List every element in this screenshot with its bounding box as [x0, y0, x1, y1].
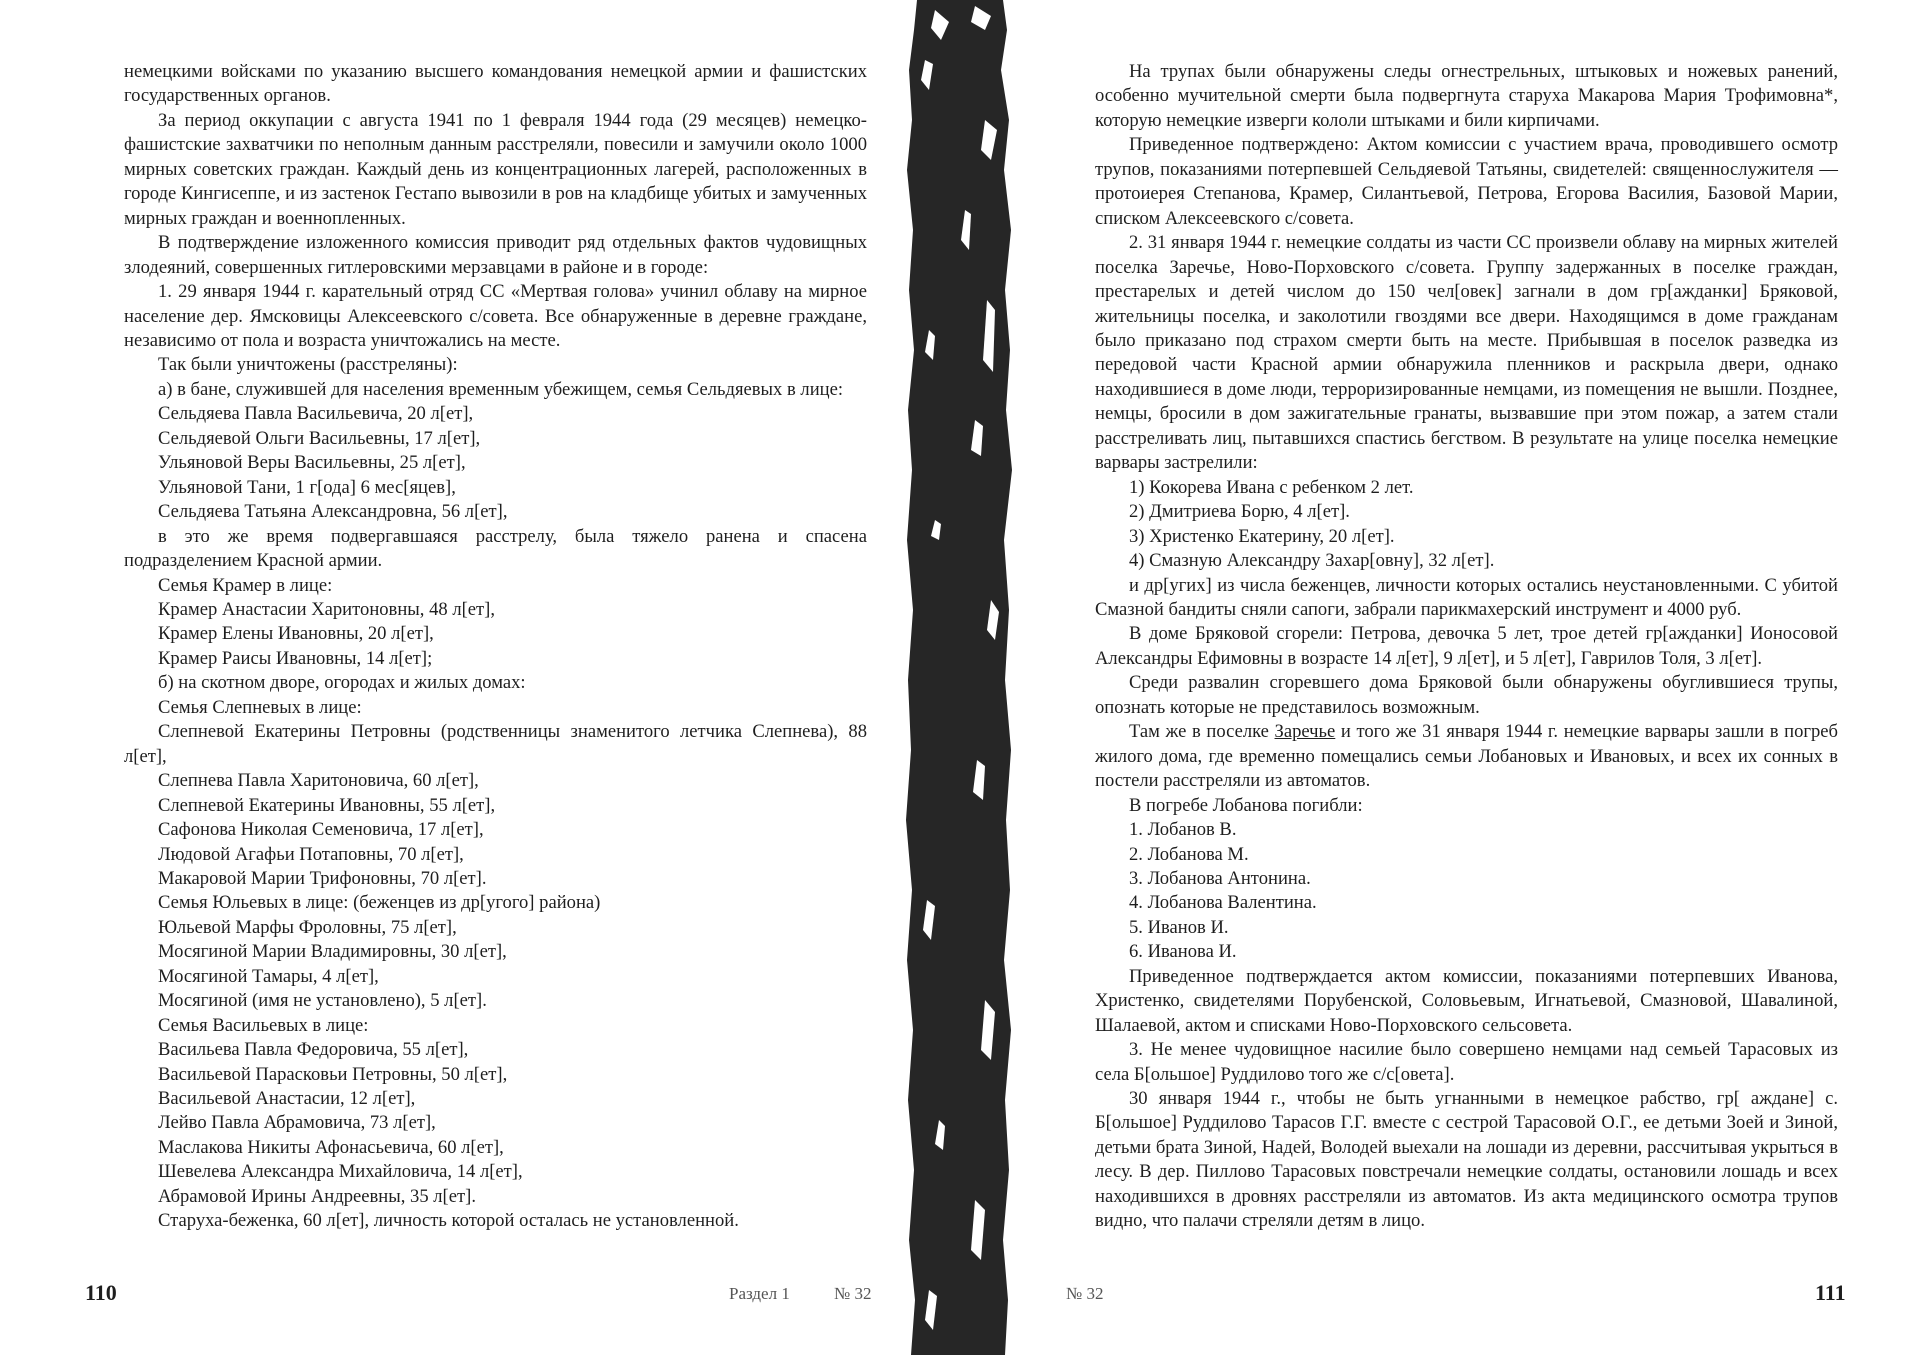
paragraph: В доме Бряковой сгорели: Петрова, девочка 5 лет, трое детей гр[ажданки] Ионосовой Александры Ефимовны в возрасте 14 л[ет], 9 л[ет], и 5 л[ет], Гаврилов Толя, 3 л[ет].: [1095, 623, 1838, 669]
left-page-text: [124, 60, 867, 1234]
paragraph: Сельдяева Татьяна Александровна, 56 л[ет],: [158, 501, 508, 523]
paragraph: Ульяновой Веры Васильевны, 25 л[ет],: [158, 452, 466, 474]
paragraph: Людовой Агафьи Потаповны, 70 л[ет],: [158, 843, 464, 865]
paragraph: Ульяновой Тани, 1 г[ода] 6 мес[яцев],: [158, 476, 456, 498]
paragraph: Лейво Павла Абрамовича, 73 л[ет],: [158, 1112, 436, 1134]
paragraph: 2. Лобанова М.: [1129, 843, 1249, 865]
left-running-head-section: Раздел 1: [729, 1284, 790, 1303]
paragraph: Там же в поселке Заречье и того же 31 января 1944 г. немецкие варвары зашли в погреб жилого дома, где временно помещались семьи Лобановых и Ивановых, и всех их сонных в постели расстреляли из автоматов.: [1095, 721, 1838, 792]
paragraph: Слепнева Павла Харитоновича, 60 л[ет],: [158, 770, 479, 792]
paragraph: 3. Не менее чудовищное насилие было совершено немцами над семьей Тарасовых из села Б[ольшое] Руддилово того же с/с[овета].: [1095, 1039, 1838, 1085]
paragraph: Сельдяева Павла Васильевича, 20 л[ет],: [158, 403, 474, 425]
paragraph: Мосягиной Марии Владимировны, 30 л[ет],: [158, 941, 507, 963]
paragraph: 5. Иванов И.: [1129, 916, 1229, 938]
gutter-shadow-shape: [906, 0, 1012, 1355]
left-page-number: 110: [85, 1280, 117, 1305]
paragraph: 3. Лобанова Антонина.: [1129, 867, 1311, 889]
paragraph: Старуха-беженка, 60 л[ет], личность которой осталась не установленной.: [158, 1210, 739, 1232]
paragraph: 2) Дмитриева Борю, 4 л[ет].: [1129, 501, 1350, 523]
paragraph: Приведенное подтверждено: Актом комиссии с участием врача, проводившего осмотр трупов, показаниями потерпевшей Сельдяевой Татьяны, свидетелей: священнослужителя — протоиерея Степанова, Крамер, Силантьевой, Петрова, Егорова Василия, Базовой Марии, списком Алексеевского с/совета.: [1095, 134, 1838, 229]
paragraph: 6. Иванова И.: [1129, 941, 1237, 963]
paragraph: Среди развалин сгоревшего дома Бряковой были обнаружены обуглившиеся трупы, опознать которые не представилось возможным.: [1095, 672, 1838, 718]
paragraph: б) на скотном дворе, огородах и жилых домах:: [158, 672, 526, 694]
paragraph: Приведенное подтверждается актом комиссии, показаниями потерпевших Иванова, Христенко, свидетелями Порубенской, Соловьевым, Игнатьевой, Смазновой, Шавалиной, Шалаевой, актом и списками Ново-Порховского сельсовета.: [1095, 965, 1838, 1036]
paragraph: За период оккупации с августа 1941 по 1 февраля 1944 года (29 месяцев) немецко-фашистские захватчики по неполным данным расстреляли, повесили и замучили около 1000 мирных советских граждан. Каждый день из концентрационных лагерей, расположенных в городе Кингисеппе, и из застенок Гестапо вывозили в ров на кладбище убитых и замученных мирных граждан и военнопленных.: [124, 109, 867, 229]
paragraph: 2. 31 января 1944 г. немецкие солдаты из части СС произвели облаву на мирных жителей поселка Заречье, Ново-Порховского с/совета. Группу задержанных в поселке граждан, престарелых и детей числом до 150 чел[овек] загнали в дом гр[ажданки] Бряковой, жительницы поселка, и заколотили гвоздями все двери. Находящимся в доме гражданам было приказано под страхом смерти быть на месте. Прибывшая в поселок разведка из передовой части Красной армии обнаружила пленников и раскрыла двери, однако находившиеся в доме люди, терроризированные немцами, из помещения не вышли. Позднее, немцы, бросили в дом зажигательные гранаты, вызвавшие при этом пожар, а затем стали расстреливать лиц, пытавшихся спастись бегством. В результате на улице поселка немецкие варвары застрелили:: [1095, 232, 1838, 474]
paragraph: Абрамовой Ирины Андреевны, 35 л[ет].: [158, 1185, 476, 1207]
paragraph: Васильевой Парасковьи Петровны, 50 л[ет],: [158, 1063, 508, 1085]
paragraph: Крамер Анастасии Харитоновны, 48 л[ет],: [158, 598, 496, 620]
paragraph: Так были уничтожены (расстреляны):: [158, 354, 458, 376]
right-page-text: [1095, 60, 1838, 1234]
paragraph: Крамер Елены Ивановны, 20 л[ет],: [158, 623, 434, 645]
paragraph: 1) Кокорева Ивана с ребенком 2 лет.: [1129, 476, 1414, 498]
paragraph: Слепневой Екатерины Петровны (родственницы знаменитого летчика Слепнева), 88 л[ет],: [124, 721, 867, 767]
paragraph: Васильева Павла Федоровича, 55 л[ет],: [158, 1039, 469, 1061]
paragraph: 4) Смазную Александру Захар[овну], 32 л[ет].: [1129, 550, 1495, 572]
paragraph: Макаровой Марии Трифоновны, 70 л[ет].: [158, 867, 487, 889]
paragraph: в это же время подвергавшаяся расстрелу, была тяжело ранена и спасена подразделением Красной армии.: [124, 525, 867, 572]
paragraph: Семья Крамер в лице:: [158, 574, 333, 596]
paragraph: Сафонова Николая Семеновича, 17 л[ет],: [158, 819, 484, 841]
paragraph: В погребе Лобанова погибли:: [1129, 794, 1363, 816]
paragraph: Васильевой Анастасии, 12 л[ет],: [158, 1088, 416, 1110]
paragraph: 1. Лобанов В.: [1129, 819, 1237, 841]
paragraph: 3) Христенко Екатерину, 20 л[ет].: [1129, 525, 1395, 547]
gutter-scan-shadow: [905, 0, 1015, 1355]
paragraph: Шевелева Александра Михайловича, 14 л[ет],: [158, 1161, 523, 1183]
paragraph: Семья Слепневых в лице:: [158, 696, 362, 718]
right-page-number: 111: [1815, 1280, 1846, 1305]
paragraph: а) в бане, служившей для населения временным убежищем, семья Сельдяевых в лице:: [158, 378, 844, 400]
paragraph: Юльевой Марфы Фроловны, 75 л[ет],: [158, 916, 457, 938]
paragraph: На трупах были обнаружены следы огнестрельных, штыковых и ножевых ранений, особенно мучительной смерти была подвергнута старуха Макарова Мария Трофимовна*, которую немецкие изверги кололи штыками и били кирпичами.: [1095, 61, 1838, 131]
underlined-word: Заречье: [1274, 721, 1336, 743]
left-running-head-doc-number: № 32: [834, 1284, 872, 1303]
paragraph: Семья Юльевых в лице: (беженцев из др[угого] района): [158, 892, 601, 914]
paragraph: Слепневой Екатерины Ивановны, 55 л[ет],: [158, 794, 496, 816]
paragraph: 1. 29 января 1944 г. карательный отряд СС «Мертвая голова» учинил облаву на мирное население дер. Ямсковицы Алексеевского с/совета. Все обнаруженные в деревне граждане, независимо от пола и возраста уничтожались на месте.: [124, 281, 867, 351]
paragraph: немецкими войсками по указанию высшего командования немецкой армии и фашистских государственных органов.: [124, 61, 867, 107]
paragraph: Мосягиной (имя не установлено), 5 л[ет].: [158, 990, 487, 1012]
paragraph: В подтверждение изложенного комиссия приводит ряд отдельных фактов чудовищных злодеяний, совершенных гитлеровскими мерзавцами в районе и в городе:: [124, 232, 867, 278]
paragraph: Крамер Раисы Ивановны, 14 л[ет];: [158, 647, 433, 669]
paragraph: Сельдяевой Ольги Васильевны, 17 л[ет],: [158, 427, 481, 449]
paragraph: 30 января 1944 г., чтобы не быть угнанными в немецкое рабство, гр[ аждане] с. Б[ольшое] Руддилово Тарасов Г.Г. вместе с сестрой Тарасовой О.Г., ее детьми Зоей и Зиной, детьми брата Зиной, Надей, Володей выехали на лошади из деревни, рассчитывая укрыться в лесу. В дер. Пиллово Тарасовых повстречали немецкие солдаты, остановили лошадь и всех находившихся в дровнях расстреляли из автоматов. Из акта медицинского осмотра трупов видно, что палачи стреляли детям в лицо.: [1095, 1088, 1838, 1232]
paragraph: Мосягиной Тамары, 4 л[ет],: [158, 965, 379, 987]
paragraph: Маслакова Никиты Афонасьевича, 60 л[ет],: [158, 1136, 504, 1158]
paragraph: и др[угих] из числа беженцев, личности которых остались неустановленными. С убитой Смазной бандиты сняли сапоги, забрали парикмахерский инструмент и 4000 руб.: [1095, 574, 1838, 620]
paragraph: Семья Васильевых в лице:: [158, 1014, 369, 1036]
right-running-head-doc-number: № 32: [1066, 1284, 1104, 1303]
paragraph: 4. Лобанова Валентина.: [1129, 892, 1317, 914]
